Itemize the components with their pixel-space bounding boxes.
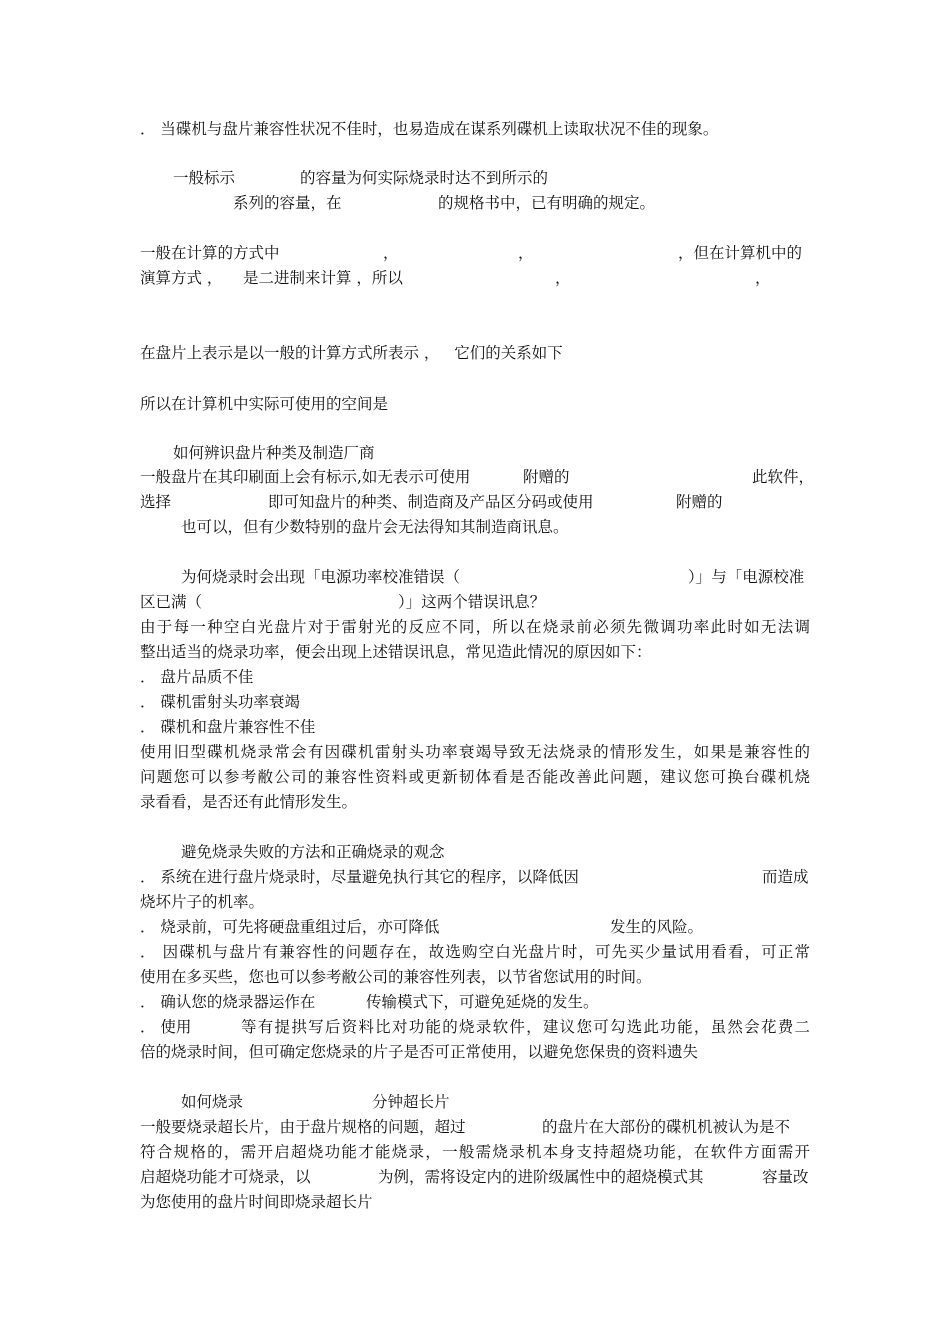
text-line: 整出适当的烧录功率，便会出现上述错误讯息，常见造此情况的原因如下： — [140, 643, 652, 661]
text-line: 使用旧型碟机烧录常会有因碟机雷射头功率衰竭导致无法烧录的情形发生，如果是兼容性的 — [140, 743, 810, 761]
list-item: ． 碟机和盘片兼容性不佳 — [140, 718, 316, 736]
list-item-cont: 传输模式下，可避免延烧的发生。 — [366, 993, 599, 1011]
text-line: 容量改 — [762, 1168, 809, 1186]
text-line: 一般盘片在其印刷面上会有标示,如无表示可使用 — [140, 468, 471, 486]
text-line: 附赠的 — [523, 468, 570, 486]
text-line: 系列的容量，在 — [233, 194, 342, 212]
section-heading-cont: ）」与「电源校准 — [688, 568, 805, 586]
text-line: ， — [383, 244, 399, 262]
list-item: ． 烧录前，可先将硬盘重组过后，亦可降低 — [140, 918, 440, 936]
text-line: 演算方式 ， — [140, 269, 223, 287]
text-line: 是二进制来计算 ，所以 — [243, 269, 403, 287]
text-line: 也可以，但有少数特别的盘片会无法得知其制造商讯息。 — [181, 518, 569, 536]
section-heading-cont: 区已满（ — [140, 593, 203, 611]
section-heading-cont: 分钟超长片 — [372, 1093, 450, 1111]
text-line: 在盘片上表示是以一般的计算方式所表示 ， 它们的关系如下 — [140, 344, 563, 362]
text-line: 倍的烧录时间，但可确定您烧录的片子是否可正常使用，以避免您保贵的资料遗失 — [140, 1043, 699, 1061]
section-heading: 一般标示 — [173, 169, 236, 187]
section-heading-cont: ）」这两个错误讯息？ — [398, 593, 546, 611]
section-heading-cont: 的容量为何实际烧录时达不到所示的 — [300, 169, 549, 187]
text-line: ，但在计算机中的 — [678, 244, 803, 262]
text-line: ， — [518, 244, 534, 262]
list-item-cont: 等有提拱写后资料比对功能的烧录软件，建议您可勾选此功能，虽然会花费二 — [241, 1018, 810, 1036]
list-item: ． 因碟机与盘片有兼容性的问题存在，故选购空白光盘片时，可先买少量试用看看，可正常 — [140, 943, 810, 961]
text-line: 选择 — [140, 493, 172, 511]
text-line: 为您使用的盘片时间即烧录超长片 — [140, 1193, 373, 1211]
text-line: 的规格书中，已有明确的规定。 — [438, 194, 656, 212]
text-line: 一般在计算的方式中 — [140, 244, 280, 262]
text-line: 一般要烧录超长片，由于盘片规格的问题，超过 — [140, 1118, 466, 1136]
text-line: 所以在计算机中实际可使用的空间是 — [140, 395, 389, 413]
section-heading: 避免烧录失败的方法和正确烧录的观念 — [181, 843, 445, 861]
list-item: ． 盘片品质不佳 — [140, 668, 254, 686]
section-heading: 如何辨识盘片种类及制造厂商 — [173, 444, 375, 462]
text-line: 启超烧功能才可烧录，以 — [140, 1168, 311, 1186]
list-item: ． 系统在进行盘片烧录时，尽量避免执行其它的程序，以降低因 — [140, 868, 579, 886]
text-line: 由于每一种空白光盘片对于雷射光的反应不同，所以在烧录前必须先微调功率此时如无法调 — [140, 618, 810, 636]
list-item-cont: 发生的风险。 — [610, 918, 704, 936]
text-line: 问题您可以参考敝公司的兼容性资料或更新韧体看是否能改善此问题，建议您可换台碟机烧 — [140, 768, 810, 786]
text-line: 烧坏片子的机率。 — [140, 893, 265, 911]
section-heading: 如何烧录 — [181, 1093, 244, 1111]
text-line: 符合规格的，需开启超烧功能才能烧录，一般需烧录机本身支持超烧功能，在软件方面需开 — [140, 1143, 810, 1161]
section-heading: 为何烧录时会出现「电源功率校准错误（ — [181, 568, 461, 586]
text-line: 使用在多买些，您也可以参考敝公司的兼容性列表，以节省您试用的时间。 — [140, 968, 652, 986]
text-line: ， — [755, 269, 771, 287]
list-item: ． 使用 — [140, 1018, 192, 1036]
text-line: 的盘片在大部份的碟机机被认为是不 — [542, 1118, 791, 1136]
text-line: ． 当碟机与盘片兼容性状况不佳时，也易造成在谋系列碟机上读取状况不佳的现象。 — [140, 120, 719, 138]
list-item: ． 确认您的烧录器运作在 — [140, 993, 316, 1011]
list-item: ． 碟机雷射头功率衰竭 — [140, 693, 300, 711]
text-line: 为例，需将设定内的进阶级属性中的超烧模式其 — [378, 1168, 704, 1186]
text-line: ， — [555, 269, 571, 287]
text-line: 录看看，是否还有此情形发生。 — [140, 793, 358, 811]
text-line: 即可知盘片的种类、制造商及产品区分码或使用 — [268, 493, 594, 511]
list-item-cont: 而造成 — [762, 868, 809, 886]
text-line: 此软件， — [752, 468, 815, 486]
text-line: 附赠的 — [676, 493, 723, 511]
